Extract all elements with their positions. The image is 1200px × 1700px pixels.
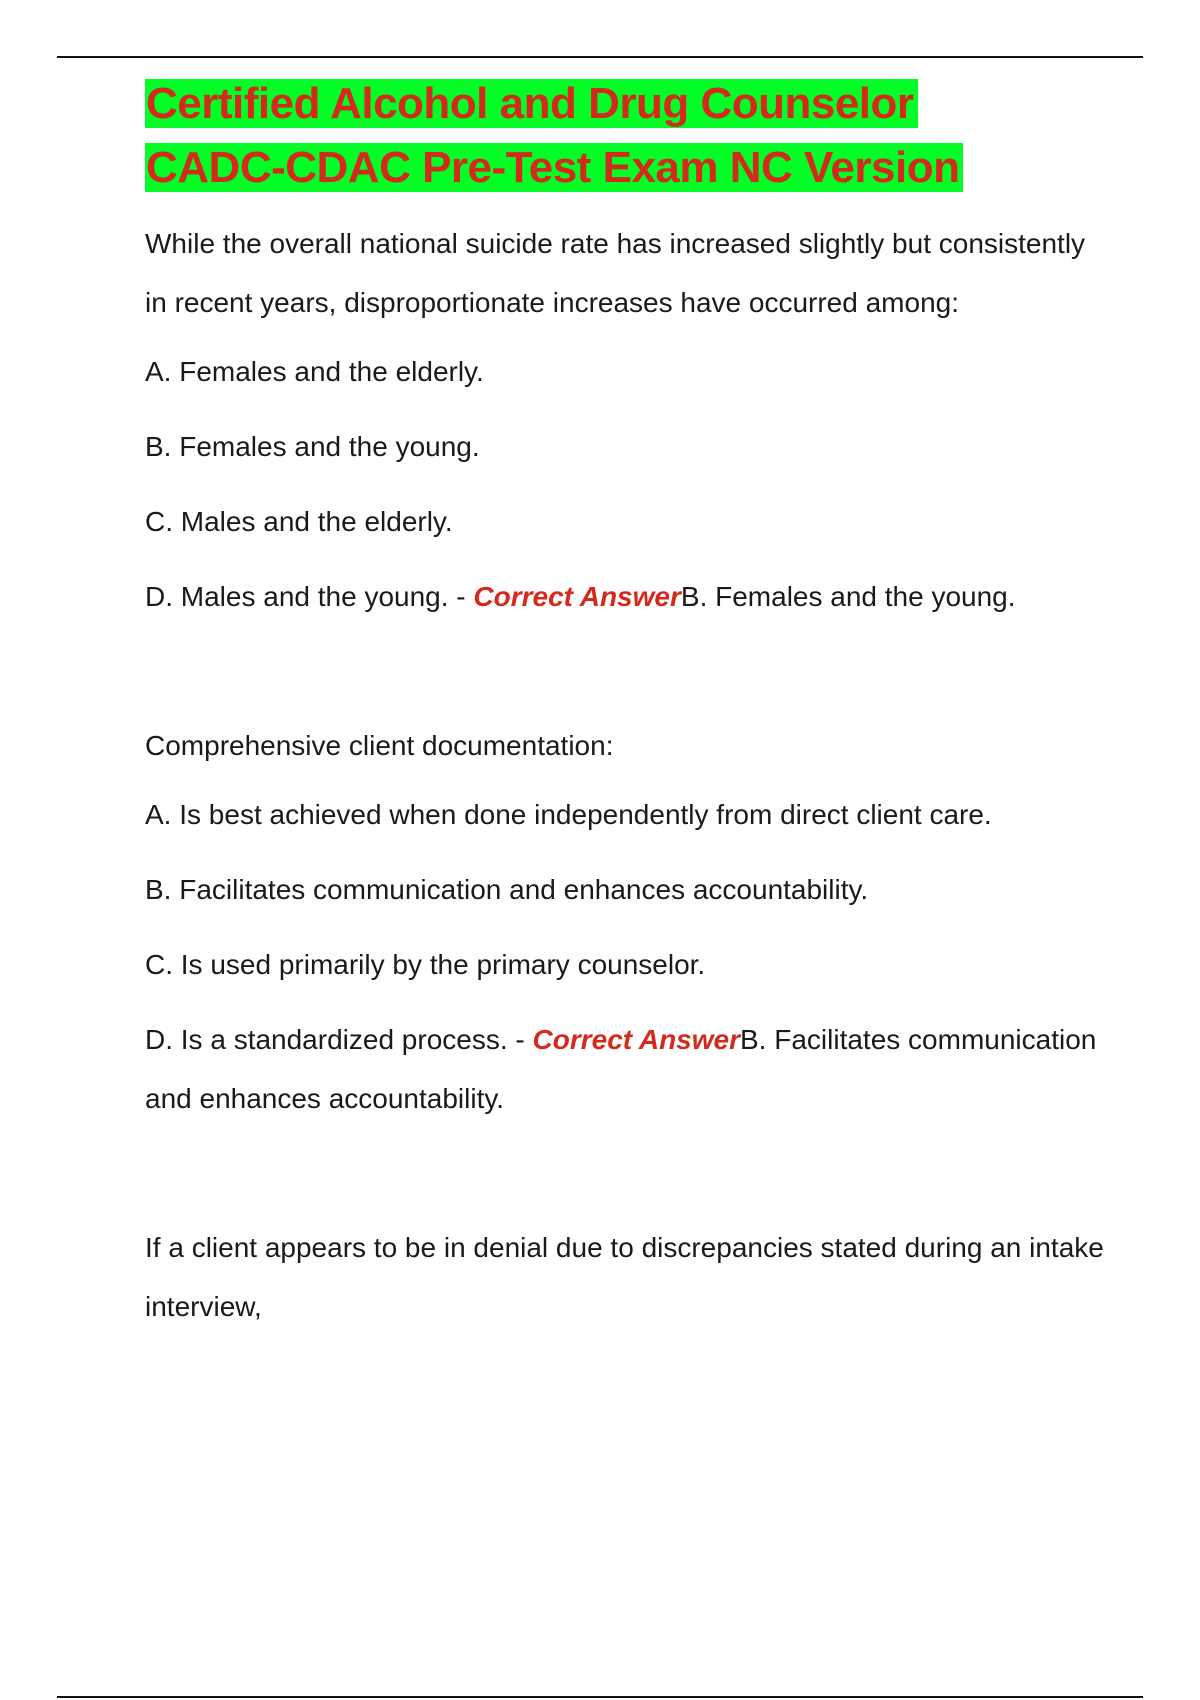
question-block [145,214,1105,626]
bottom-rule [57,1696,1143,1698]
top-rule [57,56,1143,58]
correct-answer-text: B. Females and the young. [680,581,1016,612]
answer-option: A. Is best achieved when done independently from direct client care. [145,799,992,830]
answer-option-with-correct-answer [145,1010,1105,1128]
answer-option: A. Females and the elderly. [145,356,484,387]
title-line-2: CADC-CDAC Pre-Test Exam NC Version [145,143,963,192]
answer-option-with-correct-answer [145,567,1105,626]
correct-answer-label: Correct Answer [473,581,681,612]
spacer [145,1128,1105,1218]
answer-option: C. Is used primarily by the primary counselor. [145,949,706,980]
spacer [145,626,1105,716]
question-stem: Comprehensive client documentation: [145,730,614,761]
title-line-1: Certified Alcohol and Drug Counselor [145,79,918,128]
answer-option: D. Is a standardized process. - [145,1024,533,1055]
correct-answer-label: Correct Answer [532,1024,740,1055]
correct-answer-text: B. Facilitates communication and enhances accountability. [145,1024,1097,1114]
question-stem: If a client appears to be in denial due to discrepancies stated during an intake interview, [145,1232,1104,1322]
answer-option: C. Males and the elderly. [145,506,453,537]
answer-option: B. Facilitates communication and enhances accountability. [145,874,869,905]
question-stem: While the overall national suicide rate has increased slightly but consistently in recent years, disproportionate increases have occurred among: [145,228,1086,318]
document-title [145,72,1105,200]
answer-option: B. Females and the young. [145,431,480,462]
question-block [145,716,1105,1128]
answer-option: D. Males and the young. - [145,581,474,612]
document-body [145,72,1105,1336]
question-block [145,1218,1105,1336]
